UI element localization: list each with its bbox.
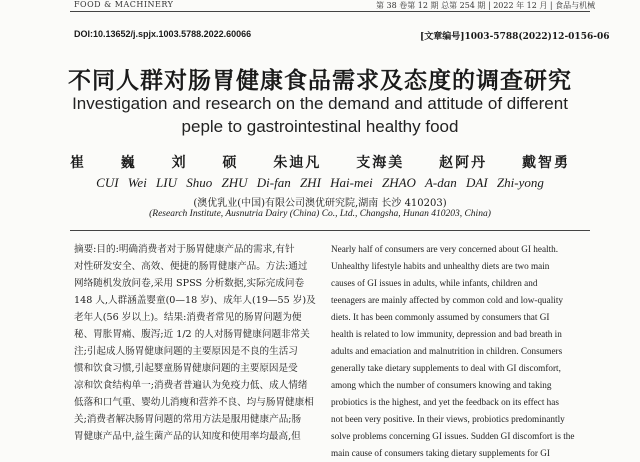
abstract-cn-line: 关;消费者解决肠胃问题的常用方法是服用健康产品;肠 (74, 414, 302, 425)
abstract-cn-line: 对性研发安全、高效、便捷的肠胃健康产品。方法:通过 (74, 261, 308, 272)
abstract-en-line: solve problems concerning GI issues. Sudden GI discomfort is the (331, 431, 575, 441)
issue-info: 第 38 卷第 12 期 总第 254 期 | 2022 年 12 月 | 食品与机械 (376, 1, 596, 10)
abstract-cn-line: 摘要:目的:明确消费者对于肠胃健康产品的需求,有针 (74, 244, 295, 255)
journal-name: FOOD & MACHINERY (74, 0, 174, 9)
title-english-line-2: peple to gastrointestinal healthy food (181, 117, 459, 136)
abstract-en-line: generally take dietary supplements to deal with GI discomfort, (331, 363, 561, 373)
title-chinese: 不同人群对肠胃健康食品需求及态度的调查研究 (68, 68, 572, 94)
abstract-cn-line: 凉和饮食结构单一;消费者普遍认为免疫力低、成人情绪 (74, 380, 308, 391)
abstract-en-line: not been very positive. In their views, probiotics predominantly (331, 414, 565, 424)
abstract-en-line: main cause of consumers taking dietary supplements for GI (331, 448, 550, 458)
authors-english: CUI Wei LIU Shuo ZHU Di-fan ZHI Hai-mei ZHAO A-dan DAI Zhi-yong (96, 175, 544, 190)
affiliation-english: (Research Institute, Ausnutria Dairy (China) Co., Ltd., Changsha, Hunan 410203, China) (149, 209, 491, 219)
abstract-en-line: causes of GI issues in adults, while infants, children and (331, 278, 538, 288)
abstract-cn-line: 148 人,人群涵盖婴童(0—18 岁)、成年人(19—55 岁)及 (74, 295, 316, 306)
abstract-en-line: health is related to low immunity, depression and bad breath in (331, 329, 562, 339)
abstract-en-line: teenagers are mainly affected by common cold and low-quality (331, 295, 563, 305)
abstract-chinese (74, 241, 322, 445)
header-rule (70, 11, 590, 12)
abstract-cn-line: 胃健康产品中,益生菌产品的认知度和使用率均最高,但 (74, 431, 301, 442)
abstract-en-line: Unhealthy lifestyle habits and unhealthy diets are two main (331, 261, 550, 271)
affiliation-chinese: (澳优乳业(中国)有限公司澳优研究院,湖南 长沙 410203) (193, 198, 447, 209)
abstract-cn-line: 秘、胃胀胃痛、腹泻;近 1/2 的人对肠胃健康问题非常关 (74, 329, 310, 340)
doi[interactable]: DOI:10.13652/j.spjx.1003.5788.2022.60066 (74, 29, 252, 39)
abstract-cn-line: 低落和口气重、婴幼儿消瘦和营养不良、均与肠胃健康相 (74, 397, 314, 408)
abstract-cn-line: 注;引起成人肠胃健康问题的主要原因是不良的生活习 (74, 346, 298, 357)
abstract-cn-line: 网络随机发放问卷,采用 SPSS 分析数据,实际完成问卷 (74, 278, 305, 289)
abstract-cn-line: 老年人(56 岁以上)。结果:消费者常见的肠胃问题为便 (74, 312, 302, 323)
authors-chinese: 崔 巍 刘 硕 朱迪凡 支海美 赵阿丹 戴智勇 (69, 155, 571, 171)
abstract-en-line: adults and emaciation and malnutrition in children. Consumers (331, 346, 563, 356)
abstract-cn-line: 惯和饮食习惯,引起婴童肠胃健康问题的主要原因是受 (74, 363, 298, 374)
article-number: [文章编号]1003-5788(2022)12-0156-06 (420, 32, 610, 42)
abstract-en-line: among which the number of consumers knowing and taking (331, 380, 552, 390)
abstract-english (331, 241, 593, 462)
section-rule (70, 230, 590, 231)
title-english-line-1: Investigation and research on the demand and attitude of different (72, 94, 568, 113)
abstract-en-line: probiotics is the highest, and yet the feedback on its effect has (331, 397, 559, 407)
abstract-en-line: Nearly half of consumers are very concerned about GI health. (331, 244, 559, 254)
abstract-en-line: diets. It has been commonly assumed by consumers that GI (331, 312, 550, 322)
